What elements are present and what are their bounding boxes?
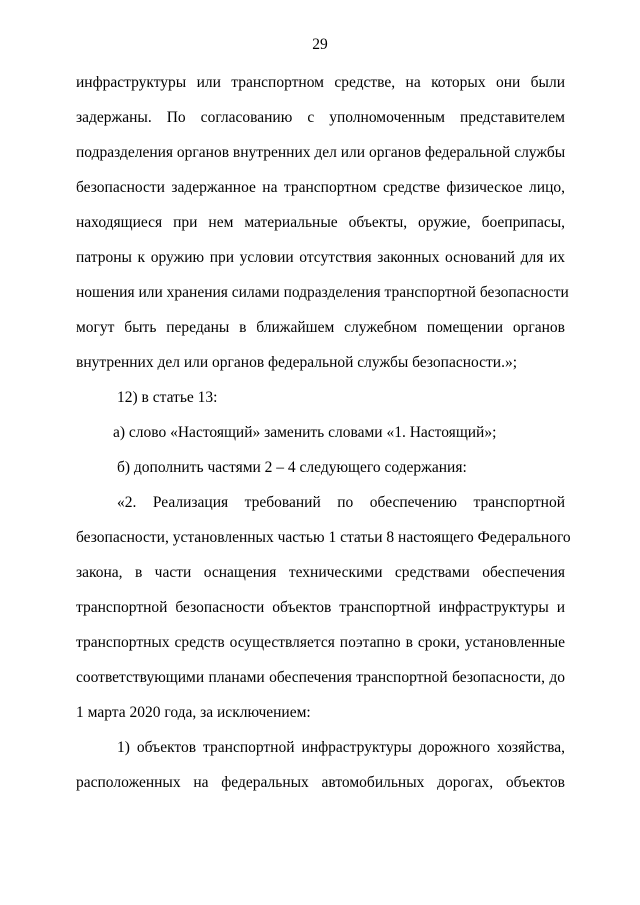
text-line: безопасности задержанное на транспортном средстве физическое лицо, [76,179,565,196]
text-line: подразделения органов внутренних дел или органов федеральной службы [76,144,566,161]
text-line: находящиеся при нем материальные объекты, оружие, боеприпасы, [76,214,565,231]
text-line: транспортной безопасности объектов транспортной инфраструктуры и [76,599,565,616]
text-line: патроны к оружию при условии отсутствия законных оснований для их [76,249,565,266]
page-number: 29 [312,36,328,53]
text-line: 12) в статье 13: [117,389,218,406]
text-line: расположенных на федеральных автомобильных дорогах, объектов [76,774,565,791]
text-line: могут быть переданы в ближайшем служебном помещении органов [76,319,565,336]
text-line: б) дополнить частями 2 – 4 следующего содержания: [117,459,467,476]
text-line: внутренних дел или органов федеральной службы безопасности.»; [76,354,518,371]
text-line: безопасности, установленных частью 1 статьи 8 настоящего Федерального [76,529,571,546]
text-line: соответствующими планами обеспечения транспортной безопасности, до [76,669,565,686]
text-line: 1) объектов транспортной инфраструктуры дорожного хозяйства, [117,739,565,756]
text-line: «2. Реализация требований по обеспечению транспортной [117,494,565,511]
text-line: 1 марта 2020 года, за исключением: [76,704,311,721]
text-line: ношения или хранения силами подразделения транспортной безопасности [76,284,569,301]
text-line: инфраструктуры или транспортном средстве, на которых они были [76,74,565,91]
text-line: задержаны. По согласованию с уполномоченным представителем [76,109,565,126]
text-line: транспортных средств осуществляется поэтапно в сроки, установленные [76,634,565,651]
text-line: а) слово «Настоящий» заменить словами «1. Настоящий»; [113,424,497,441]
text-line: закона, в части оснащения техническими средствами обеспечения [76,564,565,581]
